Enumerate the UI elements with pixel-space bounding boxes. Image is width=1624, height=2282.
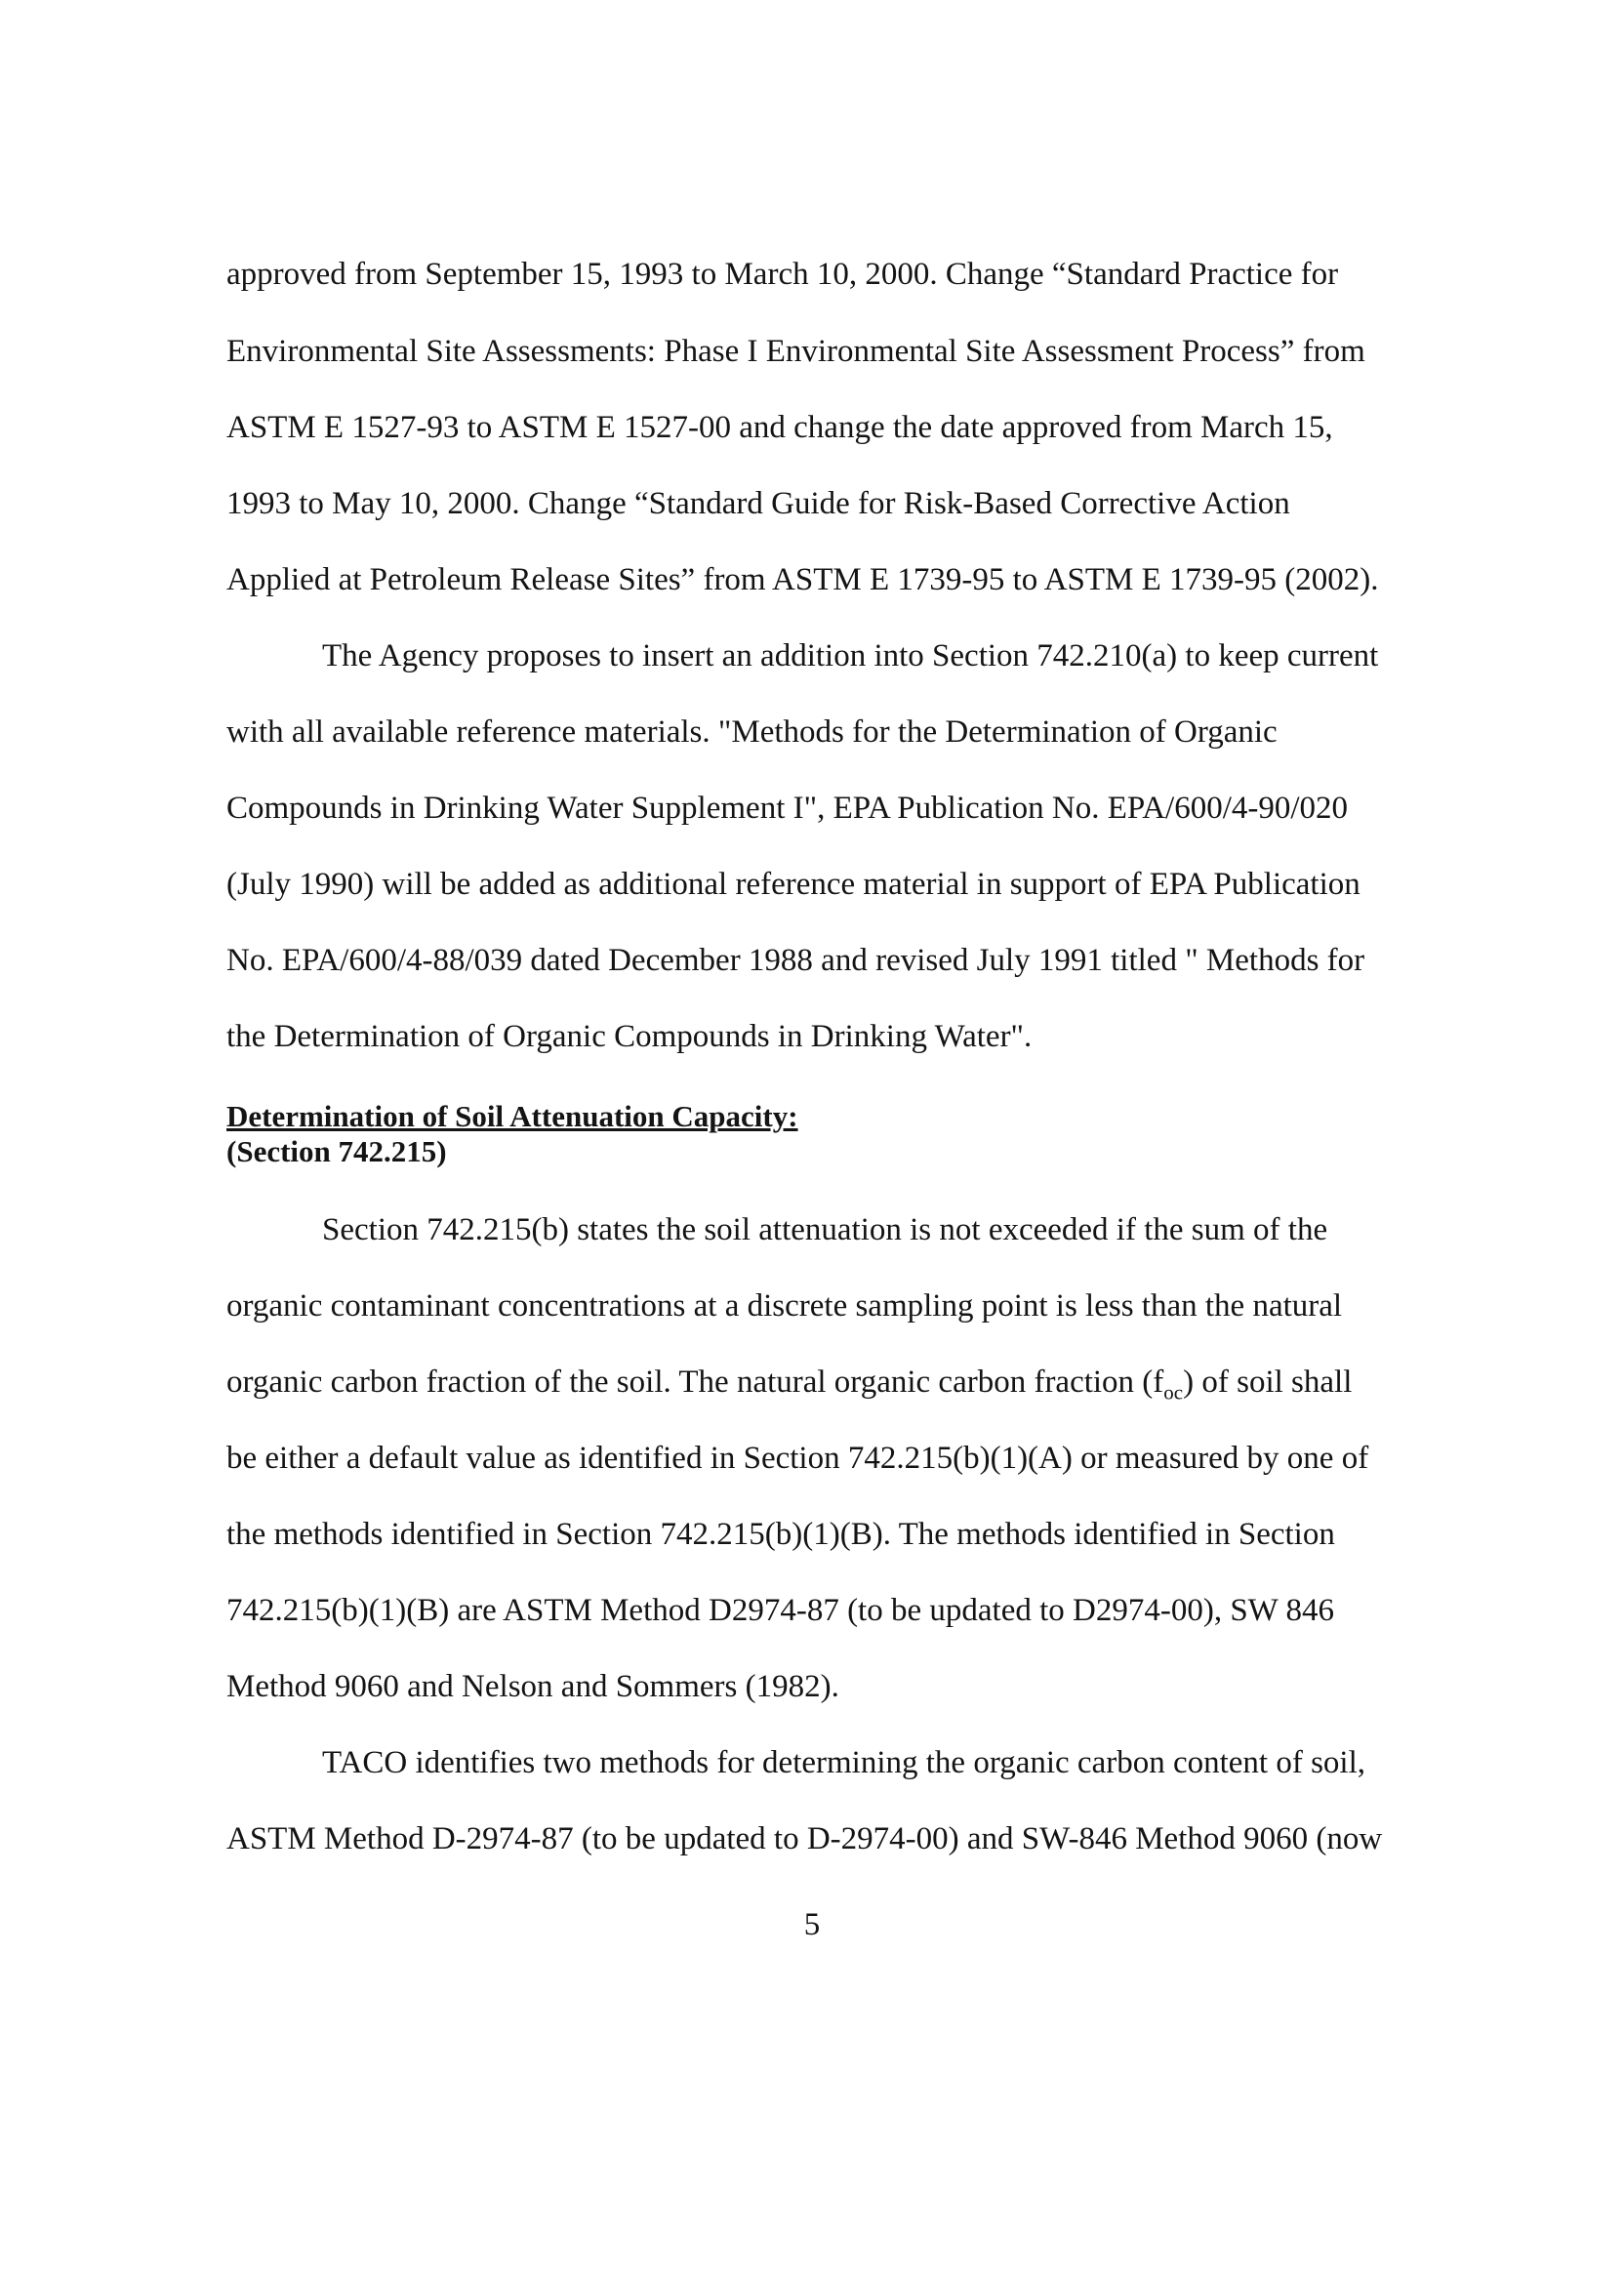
paragraph-line: Method 9060 and Nelson and Sommers (1982). [226,1669,839,1704]
paragraph-line: the methods identified in Section 742.215(b)(1)(B). The methods identified in Section [226,1517,1335,1552]
paragraph-line: ASTM Method D-2974-87 (to be updated to D-2974-00) and SW-846 Method 9060 (now [226,1821,1383,1856]
paragraph-line: the Determination of Organic Compounds in Drinking Water". [226,1019,1033,1054]
page-number: 5 [803,1907,821,1942]
paragraph-line: be either a default value as identified in Section 742.215(b)(1)(A) or measured by one of [226,1441,1369,1476]
text-segment: ) of soil shall [1183,1365,1353,1400]
text-segment: organic carbon fraction of the soil. The natural organic carbon fraction (f [226,1365,1164,1400]
paragraph-line: Applied at Petroleum Release Sites” from ASTM E 1739-95 to ASTM E 1739-95 (2002). [226,562,1379,597]
subscript: oc [1163,1380,1184,1405]
paragraph-line: ASTM E 1527-93 to ASTM E 1527-00 and change the date approved from March 15, [226,410,1333,445]
paragraph-line: organic contaminant concentrations at a discrete sampling point is less than the natural [226,1288,1343,1324]
paragraph-line: Section 742.215(b) states the soil attenuation is not exceeded if the sum of the [322,1212,1328,1247]
paragraph-line: approved from September 15, 1993 to March 10, 2000. Change “Standard Practice for [226,257,1339,292]
paragraph-line: TACO identifies two methods for determining the organic carbon content of soil, [322,1745,1366,1780]
section-heading: Determination of Soil Attenuation Capacity: [226,1099,798,1133]
paragraph-line: 1993 to May 10, 2000. Change “Standard Guide for Risk-Based Corrective Action [226,486,1290,521]
section-reference: (Section 742.215) [226,1134,447,1168]
paragraph-line: The Agency proposes to insert an addition into Section 742.210(a) to keep current [322,638,1379,673]
paragraph-line: Compounds in Drinking Water Supplement I", EPA Publication No. EPA/600/4-90/020 [226,791,1349,826]
paragraph-line: with all available reference materials. "Methods for the Determination of Organic [226,714,1278,750]
paragraph-line [226,1363,1352,1412]
paragraph-line: (July 1990) will be added as additional reference material in support of EPA Publication [226,867,1360,902]
paragraph-line: No. EPA/600/4-88/039 dated December 1988 and revised July 1991 titled " Methods for [226,943,1365,978]
paragraph-line: Environmental Site Assessments: Phase I Environmental Site Assessment Process” from [226,334,1365,369]
paragraph-line: 742.215(b)(1)(B) are ASTM Method D2974-87 (to be updated to D2974-00), SW 846 [226,1593,1334,1628]
